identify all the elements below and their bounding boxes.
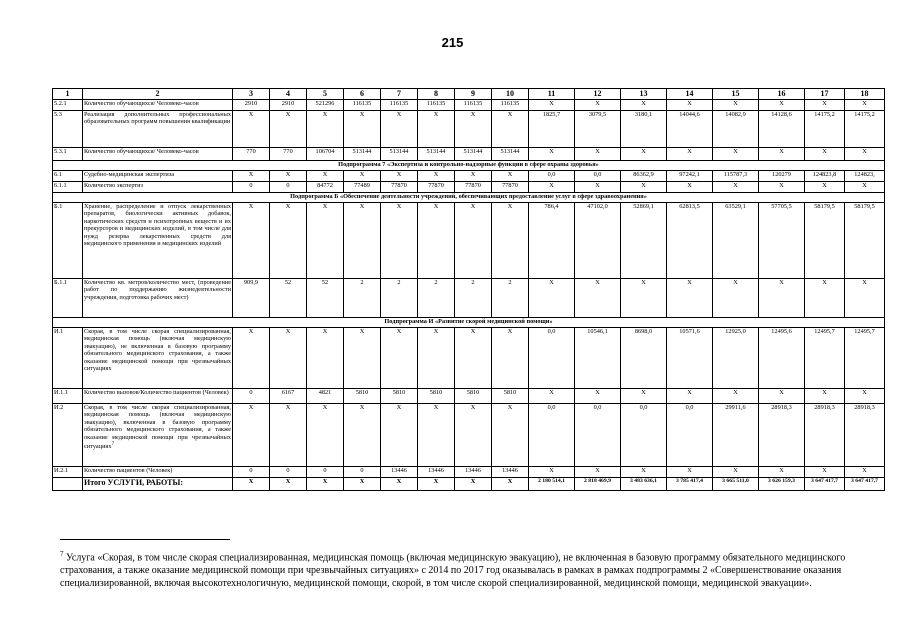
value-cell: X bbox=[713, 147, 759, 160]
value-cell: X bbox=[529, 181, 575, 192]
value-cell: X bbox=[713, 99, 759, 110]
page-number: 215 bbox=[441, 35, 464, 50]
value-cell: 13446 bbox=[492, 466, 529, 477]
section-title: Подпрограмма И «Развитие скорой медицинской помощи» bbox=[53, 317, 885, 327]
value-cell: 13446 bbox=[418, 466, 455, 477]
value-cell: X bbox=[621, 388, 667, 403]
value-cell: X bbox=[270, 110, 307, 147]
value-cell: 62813,5 bbox=[667, 202, 713, 278]
value-cell: 58179,5 bbox=[845, 202, 885, 278]
row-code: Б.1 bbox=[53, 202, 83, 278]
value-cell: 77870 bbox=[381, 181, 418, 192]
value-cell: 52 bbox=[307, 278, 344, 317]
value-cell: X bbox=[492, 327, 529, 388]
value-cell: 77489 bbox=[344, 181, 381, 192]
row-name-text: Количество обучающихся/ Человеко-часов bbox=[84, 99, 199, 107]
row-name-text: Количество кв. метров/количество мест, (проведение работ по поддержанию жизнедеятельности учреждения, подготовка рабочих мест) bbox=[84, 278, 231, 301]
footnote bbox=[60, 548, 860, 590]
value-cell: 10546,1 bbox=[575, 327, 621, 388]
value-cell: X bbox=[233, 327, 270, 388]
value-cell: 0 bbox=[307, 466, 344, 477]
value-cell: 124823,8 bbox=[805, 170, 845, 181]
value-cell: 0 bbox=[344, 466, 381, 477]
value-cell: X bbox=[529, 147, 575, 160]
value-cell: 3 785 417,4 bbox=[667, 477, 713, 490]
value-cell: X bbox=[381, 110, 418, 147]
value-cell: X bbox=[759, 278, 805, 317]
value-cell: 52869,1 bbox=[621, 202, 667, 278]
value-cell: 86362,9 bbox=[621, 170, 667, 181]
table-row bbox=[53, 181, 885, 192]
value-cell: X bbox=[621, 466, 667, 477]
value-cell: 28918,3 bbox=[805, 403, 845, 466]
footnote-text: Услуга «Скорая, в том числе скорая специализированная, медицинская помощь (включая медицинскую эвакуацию), не включенная в базовую программу обязательного медицинского страхования, а также оказание медицинской помощи при чрезвычайных ситуациях» с 2014 по 2017 год оказывалась в рамках в рамках подпрограммы 2 «Совершенствование оказания специализированной, включая высокотехнологичную, медицинской помощи, скорой, в том числе скорой специализированной, медицинской помощи, медицинской эвакуации». bbox=[60, 552, 846, 590]
value-cell: 14175,2 bbox=[845, 110, 885, 147]
value-cell: 0,0 bbox=[529, 327, 575, 388]
table-row bbox=[53, 147, 885, 160]
value-cell: X bbox=[270, 477, 307, 490]
section-header-row bbox=[53, 192, 885, 202]
table-row bbox=[53, 278, 885, 317]
value-cell: X bbox=[621, 278, 667, 317]
value-cell: X bbox=[845, 147, 885, 160]
row-name-text: Хранение, распределение и отпуск лекарственных препаратов, биологически активных добавок, наркотических средств и психотропных веществ и их прекурсоров и медицинских изделий, в том числе для нужд резерва лекарственных средств для медицинского применения и медицинских изделий bbox=[84, 202, 231, 248]
value-cell: 116135 bbox=[381, 99, 418, 110]
value-cell: X bbox=[805, 278, 845, 317]
value-cell: 5810 bbox=[344, 388, 381, 403]
column-header: 13 bbox=[621, 89, 667, 100]
value-cell: 29911,6 bbox=[713, 403, 759, 466]
table-row bbox=[53, 403, 885, 466]
value-cell: 513144 bbox=[344, 147, 381, 160]
column-header: 17 bbox=[805, 89, 845, 100]
value-cell: 0 bbox=[270, 181, 307, 192]
value-cell: X bbox=[805, 466, 845, 477]
value-cell: X bbox=[344, 477, 381, 490]
value-cell: X bbox=[529, 278, 575, 317]
value-cell: X bbox=[418, 202, 455, 278]
value-cell: X bbox=[759, 99, 805, 110]
value-cell: 521296 bbox=[307, 99, 344, 110]
row-name bbox=[83, 403, 233, 466]
value-cell: X bbox=[845, 99, 885, 110]
value-cell: 0 bbox=[233, 388, 270, 403]
row-name-text: Скорая, в том числе скорая специализированная, медицинская помощь (включая медицинскую эвакуацию), включенная в базовую программу обязательного медицинского страхования, а также оказание медицинской помощи при чрезвычайных ситуациях bbox=[84, 403, 231, 451]
budget-table bbox=[52, 88, 885, 491]
value-cell: X bbox=[307, 202, 344, 278]
value-cell: 116135 bbox=[418, 99, 455, 110]
value-cell: 52 bbox=[270, 278, 307, 317]
value-cell: X bbox=[575, 147, 621, 160]
column-header: 3 bbox=[233, 89, 270, 100]
value-cell: X bbox=[492, 110, 529, 147]
row-name-text: Судебно-медицинская экспертиза bbox=[84, 170, 175, 178]
row-name-text: Скорая, в том числе скорая специализированная, медицинская помощь (включая медицинскую эвакуацию), не включенная в базовую программу обязательного медицинского страхования, а также оказание медицинской помощи при чрезвычайных ситуациях bbox=[84, 327, 231, 373]
value-cell: X bbox=[455, 202, 492, 278]
value-cell: X bbox=[418, 170, 455, 181]
value-cell: 47102,0 bbox=[575, 202, 621, 278]
row-code: И.2.1 bbox=[53, 466, 83, 477]
row-code: 6.1 bbox=[53, 170, 83, 181]
value-cell: X bbox=[759, 466, 805, 477]
value-cell: 0 bbox=[233, 181, 270, 192]
value-cell: 124823, bbox=[845, 170, 885, 181]
value-cell: X bbox=[667, 181, 713, 192]
value-cell: 58179,5 bbox=[805, 202, 845, 278]
value-cell: 0,0 bbox=[529, 170, 575, 181]
value-cell: X bbox=[667, 99, 713, 110]
row-name bbox=[83, 170, 233, 181]
footnote-reference: 7 bbox=[111, 441, 115, 448]
value-cell: X bbox=[233, 477, 270, 490]
value-cell: X bbox=[381, 477, 418, 490]
value-cell: X bbox=[492, 170, 529, 181]
footnote-marker: 7 bbox=[60, 550, 64, 558]
value-cell: 84772 bbox=[307, 181, 344, 192]
value-cell: X bbox=[621, 99, 667, 110]
column-header: 8 bbox=[418, 89, 455, 100]
value-cell: 77870 bbox=[492, 181, 529, 192]
value-cell: 2 bbox=[344, 278, 381, 317]
table-row bbox=[53, 202, 885, 278]
row-code: И.2 bbox=[53, 403, 83, 466]
column-header: 9 bbox=[455, 89, 492, 100]
value-cell: X bbox=[713, 388, 759, 403]
value-cell: X bbox=[455, 110, 492, 147]
value-cell: X bbox=[805, 181, 845, 192]
value-cell: X bbox=[418, 110, 455, 147]
value-cell: X bbox=[233, 110, 270, 147]
row-code: И.1 bbox=[53, 327, 83, 388]
value-cell: 5810 bbox=[492, 388, 529, 403]
value-cell: 116135 bbox=[455, 99, 492, 110]
value-cell: X bbox=[575, 99, 621, 110]
value-cell: X bbox=[845, 278, 885, 317]
value-cell: 10571,6 bbox=[667, 327, 713, 388]
value-cell: 513144 bbox=[381, 147, 418, 160]
value-cell: X bbox=[492, 202, 529, 278]
value-cell: 12495,6 bbox=[759, 327, 805, 388]
column-header: 4 bbox=[270, 89, 307, 100]
value-cell: X bbox=[307, 477, 344, 490]
value-cell: 3 647 417,7 bbox=[805, 477, 845, 490]
value-cell: 3 665 511,0 bbox=[713, 477, 759, 490]
value-cell: X bbox=[575, 278, 621, 317]
column-header: 11 bbox=[529, 89, 575, 100]
table-row bbox=[53, 388, 885, 403]
value-cell: X bbox=[270, 202, 307, 278]
value-cell: 116135 bbox=[344, 99, 381, 110]
value-cell: X bbox=[455, 327, 492, 388]
value-cell: 116135 bbox=[492, 99, 529, 110]
section-header-row bbox=[53, 317, 885, 327]
value-cell: X bbox=[805, 99, 845, 110]
value-cell: 14044,6 bbox=[667, 110, 713, 147]
value-cell: 28918,3 bbox=[845, 403, 885, 466]
value-cell: X bbox=[270, 403, 307, 466]
value-cell: X bbox=[667, 388, 713, 403]
value-cell: 5810 bbox=[381, 388, 418, 403]
value-cell: X bbox=[381, 403, 418, 466]
row-code: Б.1.1 bbox=[53, 278, 83, 317]
value-cell: 2 bbox=[455, 278, 492, 317]
value-cell: X bbox=[759, 388, 805, 403]
value-cell: 770 bbox=[270, 147, 307, 160]
table-row bbox=[53, 327, 885, 388]
value-cell: 12925,0 bbox=[713, 327, 759, 388]
value-cell: X bbox=[344, 110, 381, 147]
table-row bbox=[53, 110, 885, 147]
value-cell: 4821 bbox=[307, 388, 344, 403]
value-cell: X bbox=[667, 466, 713, 477]
value-cell: 57705,5 bbox=[759, 202, 805, 278]
value-cell: X bbox=[307, 403, 344, 466]
row-name-text: Итого УСЛУГИ, РАБОТЫ: bbox=[84, 477, 184, 487]
column-header: 10 bbox=[492, 89, 529, 100]
value-cell: X bbox=[455, 170, 492, 181]
value-cell: X bbox=[575, 181, 621, 192]
value-cell: X bbox=[575, 388, 621, 403]
row-name bbox=[83, 278, 233, 317]
row-name-text: Количество вызовов/Количество пациентов (Человек) bbox=[84, 388, 229, 396]
value-cell: 2 bbox=[418, 278, 455, 317]
value-cell: X bbox=[418, 477, 455, 490]
value-cell: X bbox=[621, 147, 667, 160]
value-cell: X bbox=[344, 202, 381, 278]
value-cell: X bbox=[344, 170, 381, 181]
value-cell: 2 180 514,1 bbox=[529, 477, 575, 490]
value-cell: 513144 bbox=[418, 147, 455, 160]
value-cell: 115787,3 bbox=[713, 170, 759, 181]
row-name bbox=[83, 181, 233, 192]
value-cell: 12495,7 bbox=[805, 327, 845, 388]
value-cell: 0 bbox=[233, 466, 270, 477]
value-cell: X bbox=[455, 477, 492, 490]
value-cell: 2910 bbox=[270, 99, 307, 110]
value-cell: X bbox=[713, 466, 759, 477]
row-code: 5.2.1 bbox=[53, 99, 83, 110]
value-cell: X bbox=[344, 403, 381, 466]
value-cell: X bbox=[381, 327, 418, 388]
row-name bbox=[83, 147, 233, 160]
value-cell: X bbox=[845, 181, 885, 192]
row-name bbox=[83, 99, 233, 110]
row-name-text: Количество обучающихся/ Человеко-часов bbox=[84, 147, 199, 155]
column-header: 5 bbox=[307, 89, 344, 100]
section-title: Подпрограмма 7 «Экспертиза и контрольно-надзорные функции в сфере охраны здоровья» bbox=[53, 160, 885, 170]
value-cell: X bbox=[805, 388, 845, 403]
row-code: 5.3 bbox=[53, 110, 83, 147]
row-name bbox=[83, 110, 233, 147]
value-cell: 0 bbox=[270, 466, 307, 477]
value-cell: 2 bbox=[492, 278, 529, 317]
value-cell: 97242,1 bbox=[667, 170, 713, 181]
value-cell: X bbox=[307, 110, 344, 147]
value-cell: 0,0 bbox=[667, 403, 713, 466]
value-cell: X bbox=[233, 202, 270, 278]
value-cell: 0,0 bbox=[529, 403, 575, 466]
value-cell: 513144 bbox=[455, 147, 492, 160]
value-cell: 770 bbox=[233, 147, 270, 160]
value-cell: 3180,1 bbox=[621, 110, 667, 147]
value-cell: X bbox=[307, 327, 344, 388]
value-cell: X bbox=[845, 388, 885, 403]
value-cell: 14128,6 bbox=[759, 110, 805, 147]
row-name bbox=[83, 477, 233, 490]
value-cell: X bbox=[805, 147, 845, 160]
value-cell: X bbox=[418, 403, 455, 466]
value-cell: X bbox=[845, 466, 885, 477]
value-cell: 120279 bbox=[759, 170, 805, 181]
row-name bbox=[83, 388, 233, 403]
row-code: И.1.1 bbox=[53, 388, 83, 403]
row-name-text: Количество пациентов (Человек) bbox=[84, 466, 173, 474]
value-cell: X bbox=[381, 202, 418, 278]
value-cell: X bbox=[455, 403, 492, 466]
value-cell: 63529,1 bbox=[713, 202, 759, 278]
value-cell: X bbox=[233, 170, 270, 181]
value-cell: X bbox=[713, 181, 759, 192]
row-name-text: Количество экспертиз bbox=[84, 181, 144, 189]
value-cell: X bbox=[307, 170, 344, 181]
value-cell: X bbox=[381, 170, 418, 181]
value-cell: 77870 bbox=[418, 181, 455, 192]
column-header: 1 bbox=[53, 89, 83, 100]
table-row bbox=[53, 99, 885, 110]
value-cell: 3 647 417,7 bbox=[845, 477, 885, 490]
column-header: 12 bbox=[575, 89, 621, 100]
column-header: 2 bbox=[83, 89, 233, 100]
value-cell: 13446 bbox=[455, 466, 492, 477]
column-header: 15 bbox=[713, 89, 759, 100]
value-cell: X bbox=[529, 99, 575, 110]
value-cell: 3 483 636,1 bbox=[621, 477, 667, 490]
row-name-text: Реализация дополнительных профессиональных образовательных программ повышения квалификации bbox=[84, 110, 231, 126]
value-cell: X bbox=[233, 403, 270, 466]
value-cell: 106704 bbox=[307, 147, 344, 160]
value-cell: 0,0 bbox=[575, 403, 621, 466]
row-code: 5.3.1 bbox=[53, 147, 83, 160]
header-row bbox=[53, 89, 885, 100]
section-header-row bbox=[53, 160, 885, 170]
value-cell: 77870 bbox=[455, 181, 492, 192]
value-cell: 909,9 bbox=[233, 278, 270, 317]
value-cell: 1825,7 bbox=[529, 110, 575, 147]
table-body bbox=[53, 89, 885, 491]
value-cell: 3079,5 bbox=[575, 110, 621, 147]
value-cell: X bbox=[621, 181, 667, 192]
column-header: 18 bbox=[845, 89, 885, 100]
value-cell: 6167 bbox=[270, 388, 307, 403]
value-cell: X bbox=[344, 327, 381, 388]
value-cell: X bbox=[418, 327, 455, 388]
value-cell: X bbox=[270, 327, 307, 388]
row-name bbox=[83, 466, 233, 477]
value-cell: X bbox=[713, 278, 759, 317]
value-cell: 28918,3 bbox=[759, 403, 805, 466]
value-cell: X bbox=[529, 388, 575, 403]
table-row bbox=[53, 170, 885, 181]
value-cell: 3 626 159,3 bbox=[759, 477, 805, 490]
column-header: 7 bbox=[381, 89, 418, 100]
row-name bbox=[83, 327, 233, 388]
column-header: 14 bbox=[667, 89, 713, 100]
value-cell: 2 bbox=[381, 278, 418, 317]
section-title: Подпрограмма Б «Обеспечение деятельности учреждений, обеспечивающих предоставление услуг в сфере здравоохранения» bbox=[53, 192, 885, 202]
value-cell: 5810 bbox=[418, 388, 455, 403]
value-cell: 2910 bbox=[233, 99, 270, 110]
value-cell: 5810 bbox=[455, 388, 492, 403]
value-cell: X bbox=[759, 147, 805, 160]
row-name bbox=[83, 202, 233, 278]
value-cell: 0,0 bbox=[575, 170, 621, 181]
value-cell: 8698,0 bbox=[621, 327, 667, 388]
value-cell: X bbox=[492, 477, 529, 490]
value-cell: 13446 bbox=[381, 466, 418, 477]
value-cell: 513144 bbox=[492, 147, 529, 160]
column-header: 6 bbox=[344, 89, 381, 100]
value-cell: X bbox=[667, 278, 713, 317]
row-code: 6.1.1 bbox=[53, 181, 83, 192]
value-cell: 12495,7 bbox=[845, 327, 885, 388]
value-cell: 786,4 bbox=[529, 202, 575, 278]
total-row bbox=[53, 477, 885, 490]
value-cell: 14082,9 bbox=[713, 110, 759, 147]
value-cell: X bbox=[759, 181, 805, 192]
value-cell: X bbox=[667, 147, 713, 160]
value-cell: X bbox=[492, 403, 529, 466]
table-row bbox=[53, 466, 885, 477]
value-cell: 2 818 469,9 bbox=[575, 477, 621, 490]
value-cell: 0,0 bbox=[621, 403, 667, 466]
value-cell: X bbox=[529, 466, 575, 477]
row-code bbox=[53, 477, 83, 490]
column-header: 16 bbox=[759, 89, 805, 100]
value-cell: X bbox=[270, 170, 307, 181]
value-cell: 14175,2 bbox=[805, 110, 845, 147]
footnote-divider bbox=[60, 539, 230, 540]
value-cell: X bbox=[575, 466, 621, 477]
